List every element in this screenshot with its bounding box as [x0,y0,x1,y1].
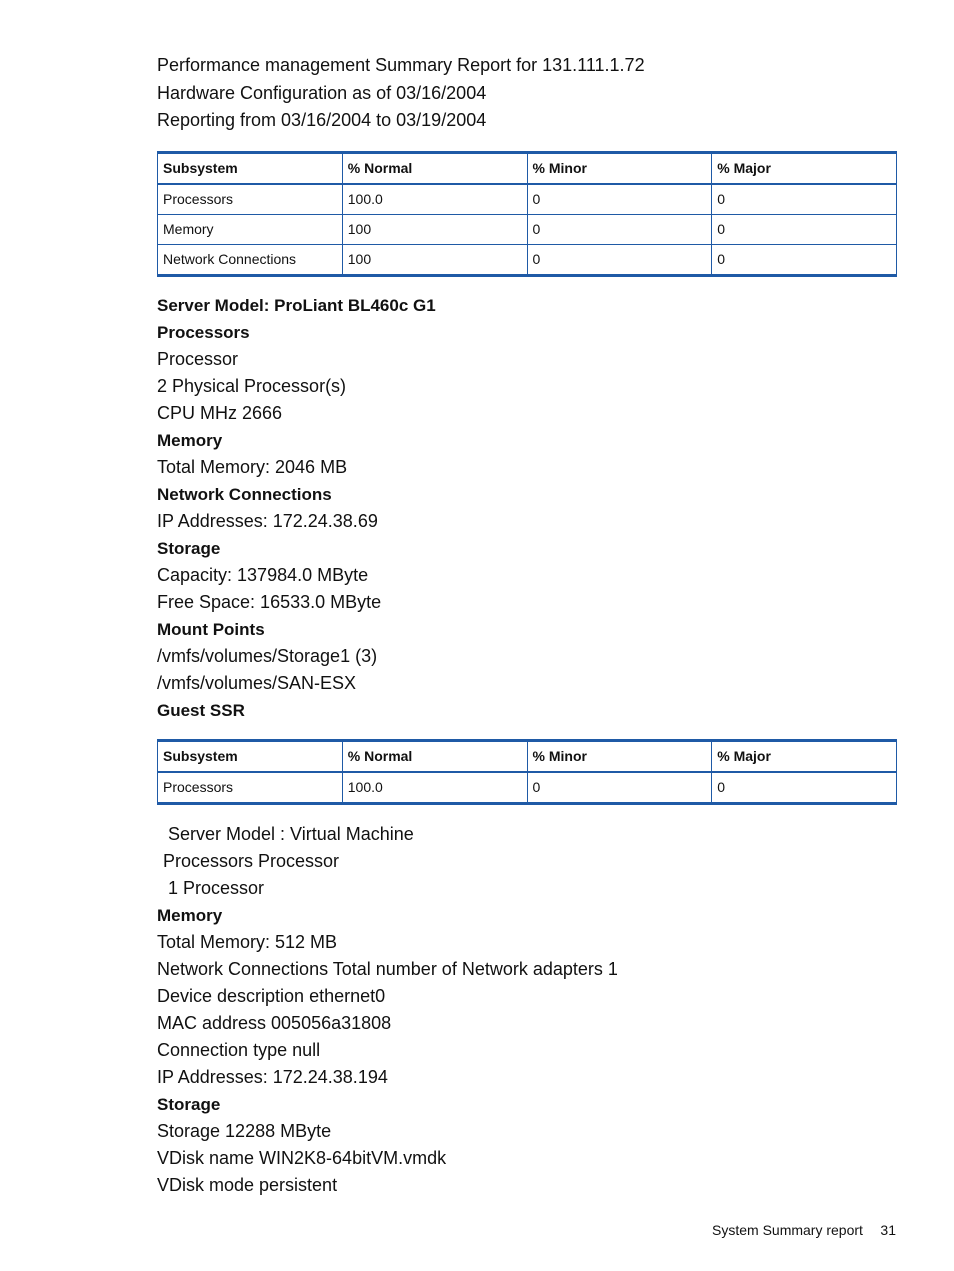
guest-network-adapters: Network Connections Total number of Network adapters 1 [157,958,618,979]
ip-addresses: IP Addresses: 172.24.38.69 [157,510,378,531]
guest-vdisk-mode: VDisk mode persistent [157,1174,338,1195]
guest-memory-heading: Memory [157,905,223,925]
guest-total-memory: Total Memory: 512 MB [157,931,338,952]
footer-title: System Summary report [712,1222,863,1238]
col-normal: % Normal [342,152,527,184]
summary-table [157,151,897,277]
table-header-row [158,152,897,184]
report-page [157,52,897,1199]
table-row [158,184,897,215]
guest-server-model: Server Model : Virtual Machine [168,823,414,844]
guest-ip-addresses: IP Addresses: 172.24.38.194 [157,1066,388,1087]
guest-processor-count: 1 Processor [168,877,265,898]
guest-connection-type: Connection type null [157,1039,321,1060]
col-subsystem: Subsystem [158,152,343,184]
storage-free-space: Free Space: 16533.0 MByte [157,591,382,612]
cpu-mhz: CPU MHz 2666 [157,402,283,423]
cell: Memory [158,214,343,244]
physical-processors: 2 Physical Processor(s) [157,375,347,396]
col-normal: % Normal [342,740,527,772]
network-heading: Network Connections [157,484,332,504]
report-intro [157,52,897,135]
cell: 0 [527,772,712,804]
cell: 0 [712,244,897,275]
cell: 0 [712,214,897,244]
table-row [158,772,897,804]
guest-storage: Storage 12288 MByte [157,1120,332,1141]
report-title: Performance management Summary Report for 131.111.1.72 [157,55,645,75]
col-minor: % Minor [527,152,712,184]
guest-storage-heading: Storage [157,1094,221,1114]
cell: 0 [527,244,712,275]
mount-points-heading: Mount Points [157,619,265,639]
server-model-heading: Server Model: ProLiant BL460c G1 [157,295,436,315]
page-footer [712,1222,896,1238]
reporting-range: Reporting from 03/16/2004 to 03/19/2004 [157,110,487,130]
guest-section [157,821,897,1199]
total-memory: Total Memory: 2046 MB [157,456,348,477]
guest-vdisk-name: VDisk name WIN2K8-64bitVM.vmdk [157,1147,447,1168]
cell: 100.0 [342,772,527,804]
cell: Processors [158,772,343,804]
cell: 0 [712,184,897,215]
table-header-row [158,740,897,772]
guest-mac-address: MAC address 005056a31808 [157,1012,392,1033]
table-row [158,214,897,244]
cell: 100.0 [342,184,527,215]
page-number: 31 [880,1222,896,1238]
hardware-config-date: Hardware Configuration as of 03/16/2004 [157,82,487,103]
cell: 100 [342,214,527,244]
cell: 100 [342,244,527,275]
cell: Processors [158,184,343,215]
guest-device-description: Device description ethernet0 [157,985,386,1006]
table-row [158,244,897,275]
storage-capacity: Capacity: 137984.0 MByte [157,564,369,585]
memory-heading: Memory [157,430,223,450]
processor-line: Processor [157,348,239,369]
col-minor: % Minor [527,740,712,772]
col-subsystem: Subsystem [158,740,343,772]
col-major: % Major [712,152,897,184]
cell: Network Connections [158,244,343,275]
guest-ssr-heading: Guest SSR [157,700,245,720]
guest-processors: Processors Processor [163,850,340,871]
guest-summary-table [157,739,897,805]
server-section [157,292,897,724]
processors-heading: Processors [157,322,250,342]
cell: 0 [712,772,897,804]
cell: 0 [527,184,712,215]
col-major: % Major [712,740,897,772]
mount-point: /vmfs/volumes/SAN-ESX [157,672,357,693]
mount-point: /vmfs/volumes/Storage1 (3) [157,645,378,666]
cell: 0 [527,214,712,244]
storage-heading: Storage [157,538,221,558]
